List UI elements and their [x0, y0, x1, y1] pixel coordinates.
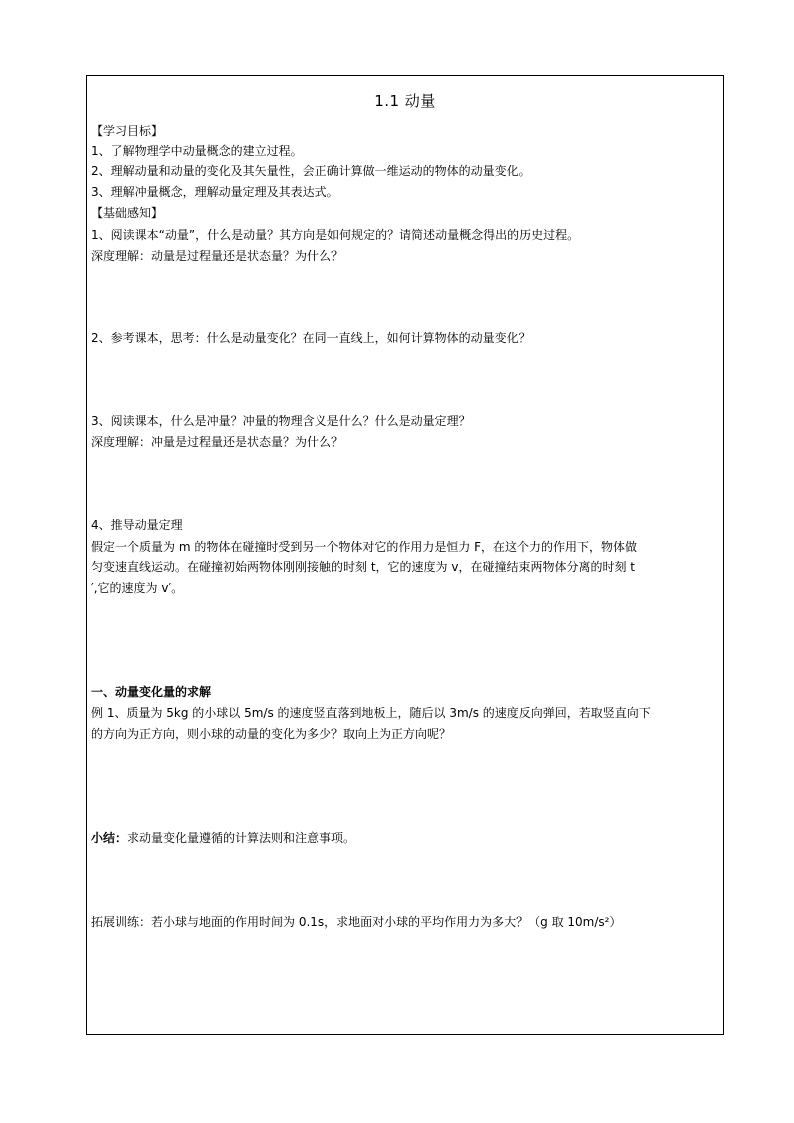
question-4: 4、推导动量定理	[91, 518, 183, 532]
question-1: 1、阅读课本“动量”，什么是动量？其方向是如何规定的？请简述动量概念得出的历史过程。	[91, 228, 580, 242]
summary-text: 求动量变化量遵循的计算法则和注意事项。	[127, 831, 356, 845]
question-3: 3、阅读课本，什么是冲量？冲量的物理含义是什么？什么是动量定理？	[91, 414, 471, 428]
objectives-heading: 【学习目标】	[91, 124, 164, 138]
question-4-body-line-2: 匀变速直线运动。在碰撞初始两物体刚刚接触的时刻 t，它的速度为 v，在碰撞结束两物体分离的时刻 t	[91, 560, 635, 574]
question-4-body-line-1: 假定一个质量为 m 的物体在碰撞时受到另一个物体对它的作用力是恒力 F，在这个力的作用下，物体做	[91, 540, 638, 554]
objective-item-2: 2、理解动量和动量的变化及其矢量性，会正确计算做一维运动的物体的动量变化。	[91, 164, 531, 178]
question-2: 2、参考课本，思考：什么是动量变化？在同一直线上，如何计算物体的动量变化？	[91, 331, 531, 345]
section-1-heading: 一、动量变化量的求解	[91, 685, 212, 699]
question-3-deep: 深度理解：冲量是过程量还是状态量？为什么？	[91, 435, 344, 449]
question-4-body-line-3: ′,它的速度为 v′。	[91, 581, 184, 595]
basics-heading: 【基础感知】	[91, 206, 164, 220]
summary	[91, 828, 719, 848]
summary-label: 小结：	[91, 831, 128, 845]
objective-item-1: 1、了解物理学中动量概念的建立过程。	[91, 144, 303, 158]
objective-item-3: 3、理解冲量概念，理解动量定理及其表达式。	[91, 185, 339, 199]
page-title: 1.1 动量	[374, 92, 436, 110]
extension-exercise: 拓展训练：若小球与地面的作用时间为 0.1s，求地面对小球的平均作用力为多大？（g 取 10m/s²）	[91, 915, 622, 929]
question-1-deep: 深度理解：动量是过程量还是状态量？为什么？	[91, 249, 344, 263]
example-1-line-2: 的方向为正方向，则小球的动量的变化为多少？取向上为正方向呢？	[91, 727, 452, 741]
example-1-line-1: 例 1、质量为 5kg 的小球以 5m/s 的速度竖直落到地板上，随后以 3m/s 的速度反向弹回，若取竖直向下	[91, 706, 651, 720]
worksheet-frame	[86, 75, 724, 1035]
